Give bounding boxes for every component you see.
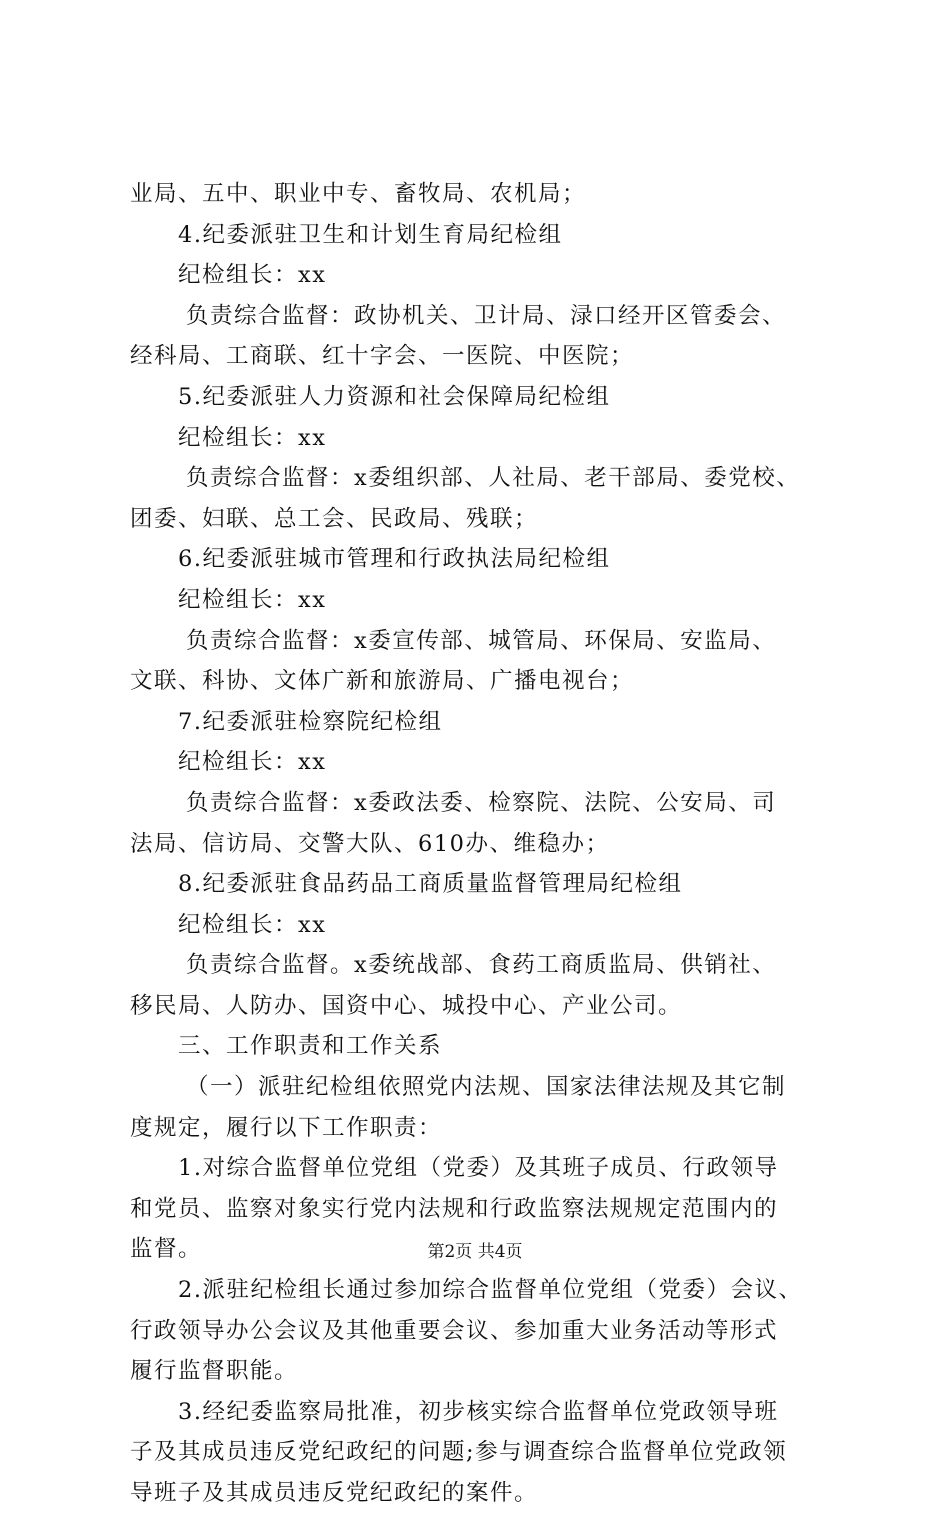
text-line: 负责综合监督：x委组织部、人社局、老干部局、委党校、 [186,465,801,492]
text-line: 纪检组长：xx [178,586,327,613]
text-line: 业局、五中、职业中专、畜牧局、农机局； [130,181,587,207]
text-line: 4.纪委派驻卫生和计划生育局纪检组 [178,221,563,248]
text-line: 三、工作职责和工作关系 [178,1033,443,1060]
text-line: 行政领导办公会议及其他重要会议、参加重大业务活动等形式 [130,1317,779,1344]
text-line: 文联、科协、文体广新和旅游局、广播电视台； [130,668,635,695]
text-line: 导班子及其成员违反党纪政纪的案件。 [130,1480,539,1506]
text-line: 1.对综合监督单位党组（党委）及其班子成员、行政领导 [178,1155,779,1182]
text-line: 负责综合监督。x委统战部、食药工商质监局、供销社、 [186,952,777,979]
text-line: 纪检组长：xx [178,749,327,776]
text-line: 纪检组长：xx [178,424,327,451]
text-line: 经科局、工商联、红十字会、一医院、中医院； [130,343,635,370]
text-line: 2.派驻纪检组长通过参加综合监督单位党组（党委）会议、 [178,1277,803,1304]
text-line: 5.纪委派驻人力资源和社会保障局纪检组 [178,383,611,410]
text-line: （一）派驻纪检组依照党内法规、国家法律法规及其它制 [186,1074,787,1101]
text-line: 7.纪委派驻检察院纪检组 [178,708,443,735]
text-line: 团委、妇联、总工会、民政局、残联； [130,505,539,532]
text-line: 纪检组长：xx [178,262,327,289]
text-line: 负责综合监督：x委宣传部、城管局、环保局、安监局、 [186,627,777,654]
document-body [130,174,830,1514]
text-line: 法局、信访局、交警大队、610办、维稳办； [130,830,610,857]
text-line: 负责综合监督：x委政法委、检察院、法院、公安局、司 [186,789,777,816]
text-line: 度规定，履行以下工作职责： [130,1114,443,1141]
text-line: 3.经纪委监察局批准，初步核实综合监督单位党政领导班 [178,1398,779,1425]
text-line: 和党员、监察对象实行党内法规和行政监察法规规定范围内的 [130,1195,779,1222]
text-line: 监督。 [130,1236,203,1263]
text-line: 负责综合监督：政协机关、卫计局、渌口经开区管委会、 [186,302,787,329]
page-footer: 第2页 共4页 [427,1242,523,1262]
text-line: 6.纪委派驻城市管理和行政执法局纪检组 [178,546,611,573]
text-line: 移民局、人防办、国资中心、城投中心、产业公司。 [130,992,683,1019]
text-line: 子及其成员违反党纪政纪的问题;参与调查综合监督单位党政领 [130,1439,788,1466]
text-line: 8.纪委派驻食品药品工商质量监督管理局纪检组 [178,871,683,898]
text-line: 纪检组长：xx [178,911,327,938]
text-line: 履行监督职能。 [130,1358,299,1385]
